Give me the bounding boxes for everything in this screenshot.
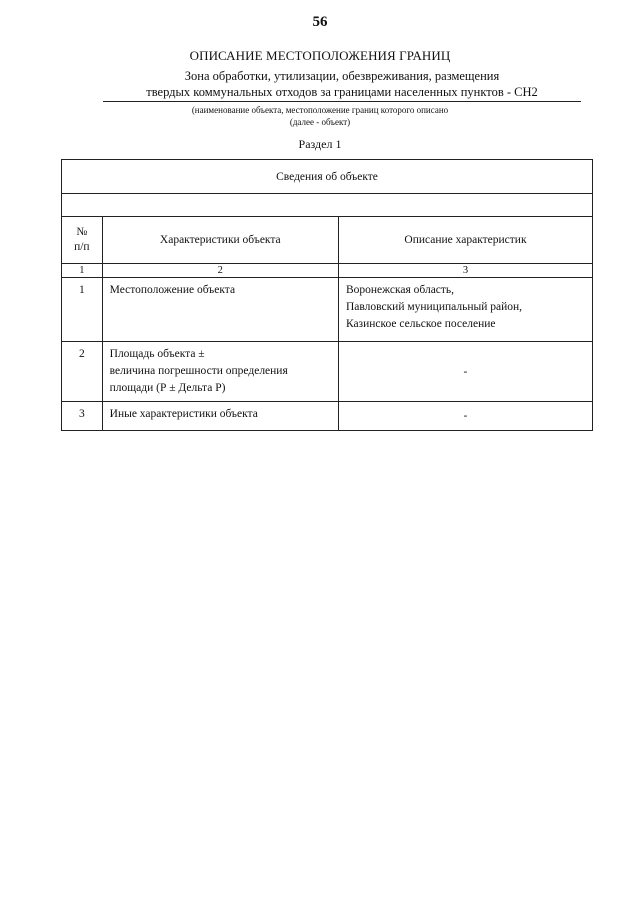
row-characteristic-line: Иные характеристики объекта: [109, 408, 258, 420]
header-number-line-2: п/п: [74, 241, 90, 253]
table-index-row: [62, 264, 593, 278]
index-cell-2: 2: [102, 264, 338, 278]
table-spacer-row: [62, 194, 593, 217]
row-description: -: [338, 342, 592, 402]
table-spacer-cell: [62, 194, 593, 217]
document-title: ОПИСАНИЕ МЕСТОПОЛОЖЕНИЯ ГРАНИЦ: [189, 48, 451, 63]
table-row: [62, 402, 593, 431]
row-characteristic: [102, 278, 338, 342]
row-number: 1: [62, 278, 103, 342]
object-name-caption: [0, 104, 640, 128]
row-characteristic-line: Местоположение объекта: [109, 284, 236, 296]
table-row: [62, 278, 593, 342]
row-number: 2: [62, 342, 103, 402]
table-row: [62, 342, 593, 402]
section-label: Раздел 1: [298, 137, 342, 151]
table-title-row: [62, 160, 593, 194]
row-characteristic-line: Площадь объекта ±: [109, 348, 205, 360]
header-characteristics: Характеристики объекта: [102, 217, 338, 264]
table-title: Сведения об объекте: [62, 160, 593, 194]
header-description: Описание характеристик: [338, 217, 592, 264]
header-number: [62, 217, 103, 264]
object-info-table: [61, 159, 593, 431]
object-name-line-1: Зона обработки, утилизации, обезвреживания, размещения: [184, 69, 500, 83]
page-number: 56: [312, 14, 328, 30]
index-cell-3: 3: [338, 264, 592, 278]
row-characteristic-line: площади (Р ± Дельта Р): [109, 382, 226, 394]
row-characteristic: [102, 402, 338, 431]
caption-line-2: (далее - объект): [289, 117, 351, 127]
row-description-line: Воронежская область,: [345, 284, 455, 296]
index-cell-1: 1: [62, 264, 103, 278]
header-number-line-1: №: [76, 226, 88, 238]
row-characteristic-line: величина погрешности определения: [109, 365, 288, 377]
row-description: -: [338, 402, 592, 431]
table-header-row: [62, 217, 593, 264]
row-description-line: Павловский муниципальный район,: [345, 301, 523, 313]
object-name: [103, 68, 581, 102]
row-description-line: Казинское сельское поселение: [345, 318, 496, 330]
row-description: [338, 278, 592, 342]
object-name-line-2: твердых коммунальных отходов за границами населенных пунктов - СН2: [146, 85, 538, 99]
row-characteristic: [102, 342, 338, 402]
caption-line-1: (наименование объекта, местоположение границ которого описано: [191, 105, 449, 115]
row-number: 3: [62, 402, 103, 431]
